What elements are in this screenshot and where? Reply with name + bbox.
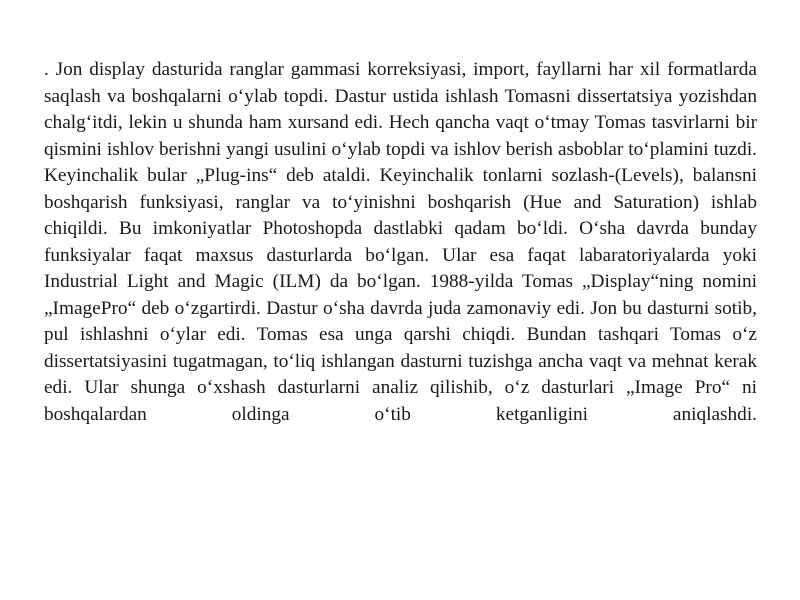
body-paragraph: . Jon display dasturida ranglar gammasi korreksiyasi, import, fayllarni har xil formatlarda saqlash va boshqalarni o‘ylab topdi. Dastur ustida ishlash Tomasni dissertatsiya yozishdan chalg‘itdi, lekin u shunda ham xursand edi. Hech qancha vaqt o‘tmay Tomas tasvirlarni bir qismini ishlov berishni yangi usulini o‘ylab topdi va ishlov berish asboblar to‘plamini tuzdi. Keyinchalik bular „Plug-ins“ deb ataldi. Keyinchalik tonlarni sozlash-(Levels), balansni boshqarish funksiyasi, ranglar va to‘yinishni boshqarish (Hue and Saturation) ishlab chiqildi. Bu imkoniyatlar Photoshopda dastlabki qadam bo‘ldi. O‘sha davrda bunday funksiyalar faqat maxsus dasturlarda bo‘lgan. Ular esa faqat labaratoriyalarda yoki Industrial Light and Magic (ILM) da bo‘lgan. 1988-yilda Tomas „Display“ning nomini „ImagePro“ deb o‘zgartirdi. Dastur o‘sha davrda juda zamonaviy edi. Jon bu dasturni sotib, pul ishlashni o‘ylar edi. Tomas esa unga qarshi chiqdi. Bundan tashqari Tomas o‘z dissertatsiyasini tugatmagan, to‘liq ishlangan dasturni tuzishga ancha vaqt va mehnat kerak edi. Ular shunga o‘xshash dasturlarni analiz qilishib, o‘z dasturlari „Image Pro“ ni boshqalardan oldinga o‘tib ketganligini aniqlashdi. bbox=[44, 59, 757, 425]
